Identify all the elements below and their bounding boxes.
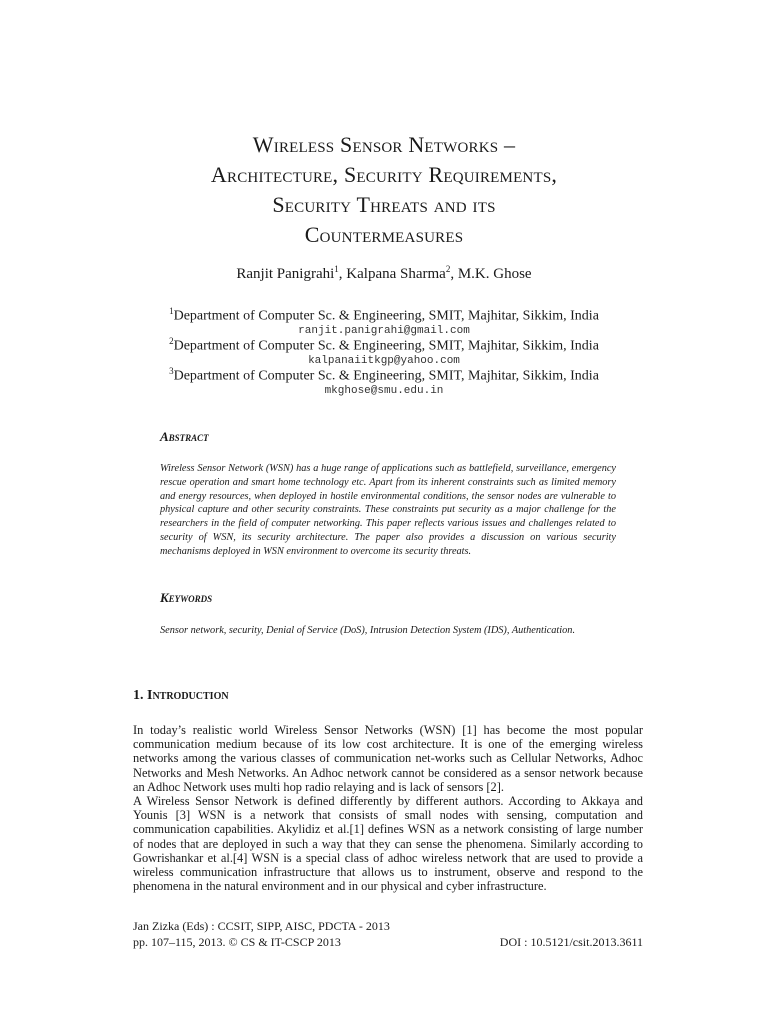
author-list: Ranjit Panigrahi$^1$, Kalpana Sharma$^2$, M.K. Ghose bbox=[236, 264, 532, 282]
affiliation-sup: 2 bbox=[169, 336, 174, 346]
keywords-text: Sensor network, security, Denial of Service (DoS), Intrusion Detection System (IDS), Authentication. bbox=[160, 625, 576, 636]
footer-proceedings: Jan Zizka (Eds) : CCSIT, SIPP, AISC, PDCTA - 2013 bbox=[133, 919, 390, 933]
author-name: Kalpana Sharma bbox=[346, 266, 446, 282]
keywords-heading: Keywords bbox=[160, 590, 213, 605]
title-line: Countermeasures bbox=[304, 222, 464, 247]
author-sup: 1 bbox=[334, 264, 339, 274]
affiliation-sup: 3 bbox=[169, 366, 174, 376]
title-line: Wireless Sensor Networks – bbox=[252, 132, 516, 157]
paragraph: In today’s realistic world Wireless Sensor Networks (WSN) [1] has become the most popular communication medium because of its low cost architecture. It is one of the emerging wireless networks among the various classes of communication net-works such as Cellular Networks, Adhoc Networks and Mesh Networks. An Adhoc network cannot be considered as a sensor network because an Adhoc Network uses multi hop radio relaying and is lack of sensors [2]. bbox=[133, 723, 643, 794]
paper-title bbox=[100, 130, 668, 250]
paragraph: A Wireless Sensor Network is defined differently by different authors. According to Akkaya and Younis [3] WSN is a network that consists of small nodes with sensing, computation and communication capabilities. Akylidiz et al.[1] defines WSN as a network consisting of large number of nodes that are deployed in such a way that they can sense the phenomena. Similarly according to Gowrishankar et al.[4] WSN is a special class of adhoc wireless network that are used to provide a wireless communication infrastructure that allows us to instrument, observe and respond to the phenomena in the natural environment and in our physical and cyber infrastructure. bbox=[133, 794, 643, 894]
author-sup: 2 bbox=[445, 264, 451, 274]
section-heading-introduction: 1. Introduction bbox=[133, 688, 229, 703]
footer-doi[interactable]: DOI : 10.5121/csit.2013.3611 bbox=[499, 935, 643, 949]
author-email[interactable]: ranjit.panigrahi@gmail.com bbox=[298, 324, 470, 337]
page-footer bbox=[133, 918, 643, 950]
author-email[interactable]: kalpanaiitkgp@yahoo.com bbox=[308, 354, 460, 367]
abstract-heading: Abstract bbox=[160, 429, 209, 444]
affiliation-text: Department of Computer Sc. & Engineering, SMIT, Majhitar, Sikkim, India bbox=[173, 308, 599, 324]
footer-pages: pp. 107–115, 2013. © CS & IT-CSCP 2013 bbox=[133, 935, 341, 949]
title-line: Security Threats and its bbox=[272, 192, 496, 217]
author-name: M.K. Ghose bbox=[457, 266, 532, 282]
abstract-text: Wireless Sensor Network (WSN) has a huge range of applications such as battlefield, surveillance, emergency rescue operation and smart home technology etc. Apart from its inherent constraints such as limited memory and energy resources, when deployed in hostile environmental conditions, the sensor nodes are vulnerable to physical capture and other security constraints. These constraints put security as a major challenge for the researchers in the field of computer networking. This paper reflects various issues and challenges related to security of WSN, its security architecture. The paper also provides a discussion on various security mechanisms deployed in WSN environment to overcome its security threats. bbox=[160, 463, 616, 557]
affiliation-sup: 1 bbox=[169, 306, 174, 316]
affiliation-text: Department of Computer Sc. & Engineering, SMIT, Majhitar, Sikkim, India bbox=[173, 368, 599, 384]
title-line: Architecture, Security Requirements, bbox=[210, 162, 558, 187]
affiliation-text: Department of Computer Sc. & Engineering, SMIT, Majhitar, Sikkim, India bbox=[173, 338, 599, 354]
author-name: Ranjit Panigrahi bbox=[236, 266, 335, 282]
author-email[interactable]: mkghose@smu.edu.in bbox=[324, 384, 444, 397]
affiliation-3 bbox=[100, 363, 668, 398]
introduction-body bbox=[133, 723, 643, 893]
